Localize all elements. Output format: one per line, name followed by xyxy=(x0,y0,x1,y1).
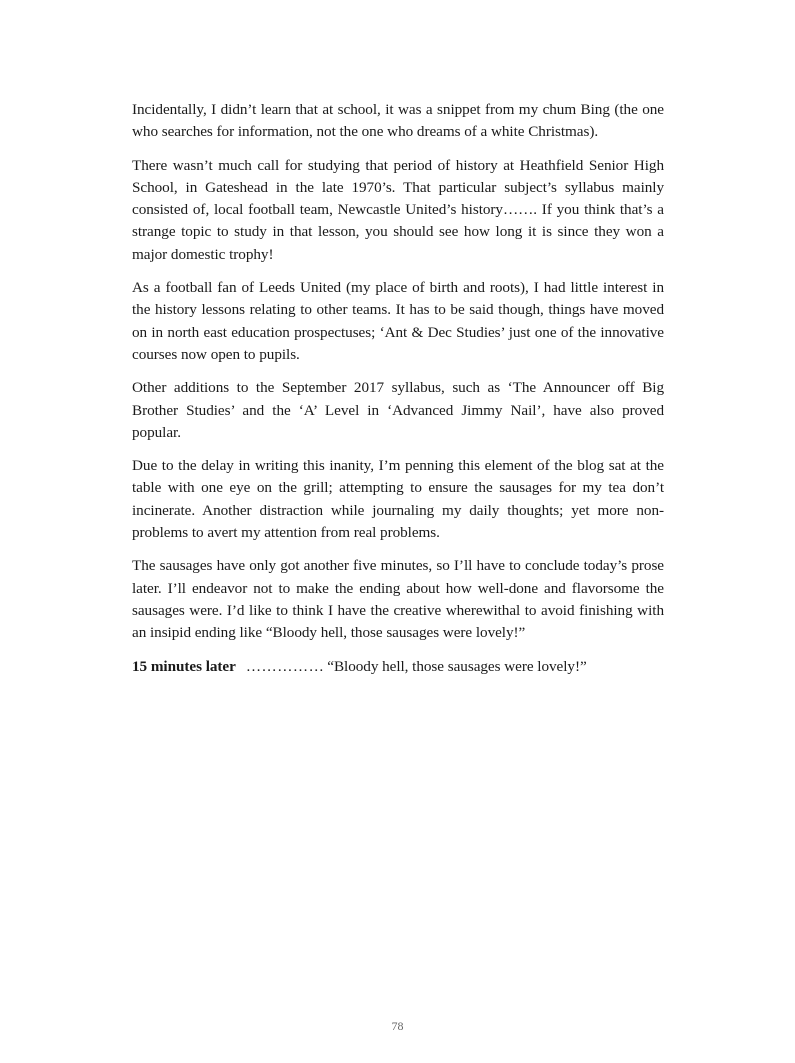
paragraph-4: Other additions to the September 2017 syllabus, such as ‘The Announcer off Big Brother Studies’ and the ‘A’ Level in ‘Advanced Jimmy Nail’, have also proved popular. xyxy=(132,379,664,441)
paragraph-2: There wasn’t much call for studying that period of history at Heathfield Senior High School, in Gateshead in the late 1970’s. That particular subject’s syllabus mainly consisted of, local football team, Newcastle United’s history……. If you think that’s a strange topic to study in that lesson, you should see how long it is since they won a major domestic trophy! xyxy=(132,156,664,263)
closing-quote: “Bloody hell, those sausages were lovely!” xyxy=(327,657,587,675)
paragraph-5: Due to the delay in writing this inanity, I’m penning this element of the blog sat at the table with one eye on the grill; attempting to ensure the sausages for my tea don’t incinerate. Another distraction while journaling my daily thoughts; yet more non-problems to avert my attention from real problems. xyxy=(132,457,664,542)
paragraph-6: The sausages have only got another five minutes, so I’ll have to conclude today’s prose later. I’ll endeavor not to make the ending about how well-done and flavorsome the sausages were. I’d like to think I have the creative wherewithal to avoid finishing with an insipid ending like “Bloody hell, those sausages were lovely!” xyxy=(132,557,664,642)
paragraph-1: Incidentally, I didn’t learn that at school, it was a snippet from my chum Bing (the one who searches for information, not the one who dreams of a white Christmas). xyxy=(132,101,664,141)
body-text xyxy=(132,99,664,689)
closing-line xyxy=(132,656,664,678)
page-number: 78 xyxy=(391,1019,404,1033)
closing-ellipsis: …………… xyxy=(245,657,325,675)
paragraph-3: As a football fan of Leeds United (my place of birth and roots), I had little interest in the history lessons relating to other teams. It has to be said though, things have moved on in north east education prospectuses; ‘Ant & Dec Studies’ just one of the innovative courses now open to pupils. xyxy=(132,279,664,363)
closing-time-label: 15 minutes later xyxy=(132,657,236,675)
